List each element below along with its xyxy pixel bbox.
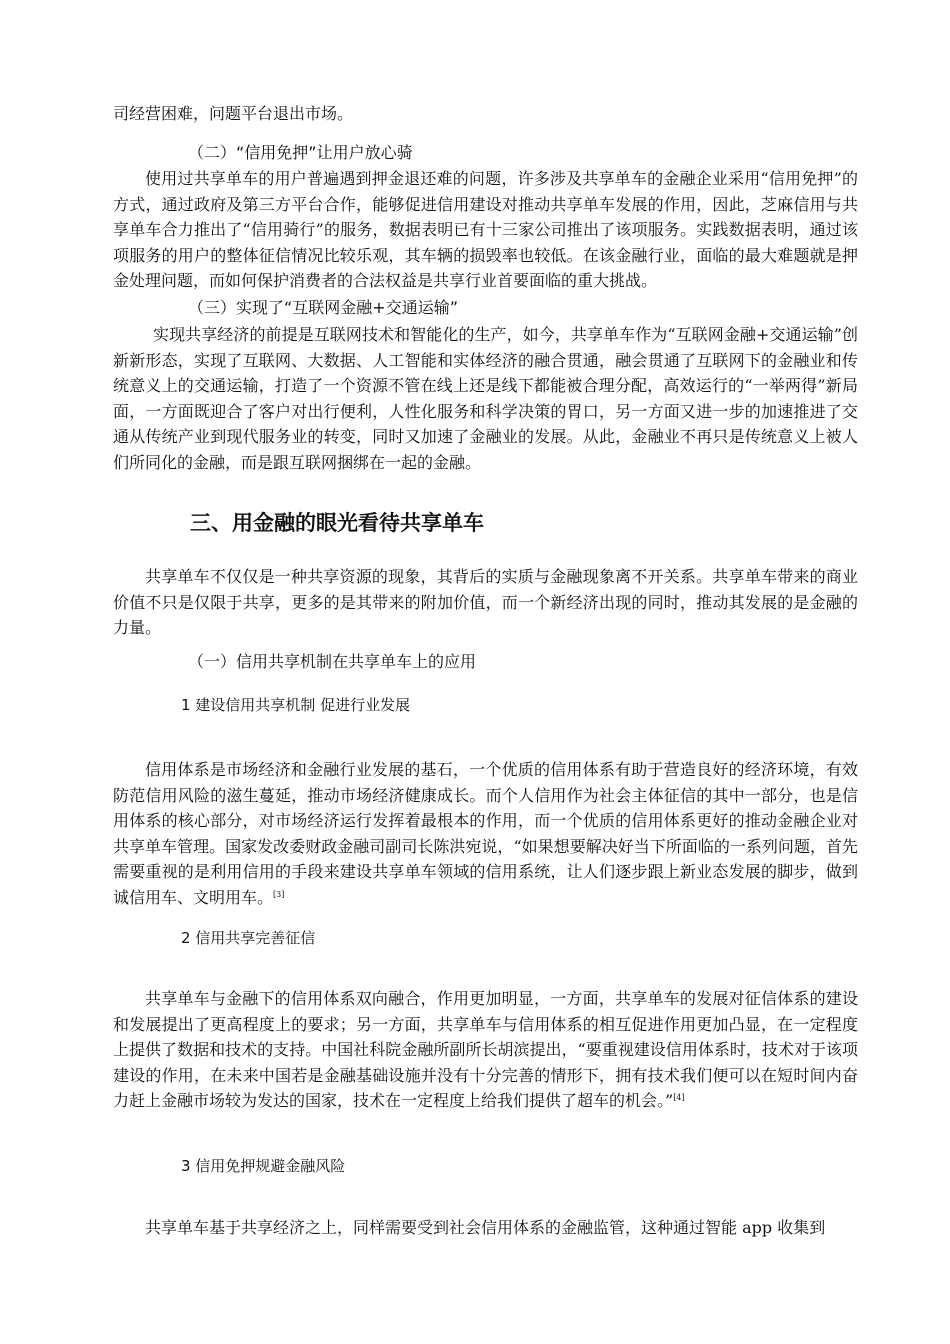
- subheading-build-credit-mechanism: 1 建设信用共享机制 促进行业发展: [181, 696, 411, 714]
- paragraph-internet-finance-transport: 实现共享经济的前提是互联网技术和智能化的生产，如今，共享单车作为“互联网金融+交通运输”创新新形态，实现了互联网、大数据、人工智能和实体经济的融合贯通，融会贯通了互联网下的金融业和传统意义上的交通运输，打造了一个资源不管在线上还是线下都能被合理分配，高效运行的“一举两得”新局面，一方面既迎合了客户对出行便利，人性化服务和科学决策的胃口，另一方面又进一步的加速推进了交通从传统产业到现代服务业的转变，同时又加速了金融业的发展。从此，金融业不再只是传统意义上被人们所同化的金融，而是跟互联网捆绑在一起的金融。: [113, 325, 858, 472]
- paragraph-credit-sharing-credit-reporting: [113, 986, 858, 1114]
- paragraph-build-credit-mechanism-text: 信用体系是市场经济和金融行业发展的基石，一个优质的信用体系有助于营造良好的经济环境，有效防范信用风险的滋生蔓延，推动市场经济健康成长。而个人信用作为社会主体征信的其中一部分，也是信用体系的核心部分，对市场经济运行发挥着最根本的作用，而一个优质的信用体系更好的推动金融企业对共享单车管理。国家发改委财政金融司副司长陈洪宛说，“如果想要解决好当下所面临的一系列问题，首先需要重视的是利用信用的手段来建设共享单车领域的信用系统，让人们逐步跟上新业态发展的脚步，做到诚信用车、文明用车。: [113, 760, 858, 907]
- subheading-credit-sharing-credit-reporting: 2 信用共享完善征信: [181, 929, 316, 947]
- heading-credit-sharing-mechanism: （一）信用共享机制在共享单车上的应用: [188, 652, 477, 671]
- paragraph-build-credit-mechanism: [113, 757, 858, 910]
- paragraph-section-three-intro: 共享单车不仅仅是一种共享资源的现象，其背后的实质与金融现象离不开关系。共享单车带来的商业价值不只是仅限于共享，更多的是其带来的附加价值，而一个新经济出现的同时，推动其发展的是金融的力量。: [113, 567, 858, 637]
- reference-3: [3]: [273, 889, 285, 899]
- paragraph-intro-tail: 司经营困难，问题平台退出市场。: [113, 104, 354, 123]
- subheading-credit-free-risk-avoidance: 3 信用免押规避金融风险: [181, 1157, 346, 1175]
- reference-4: [4]: [673, 1093, 685, 1102]
- paragraph-credit-free-risk-avoidance: 共享单车基于共享经济之上，同样需要受到社会信用体系的金融监管，这种通过智能 app 收集到: [145, 1218, 826, 1237]
- paragraph-credit-free-deposit: 使用过共享单车的用户普遍遇到押金退还难的问题，许多涉及共享单车的金融企业采用“信用免押”的方式，通过政府及第三方平台合作，能够促进信用建设对推动共享单车发展的作用，因此，芝麻信用与共享单车合力推出了“信用骑行”的服务，数据表明已有十三家公司推出了该项服务。实践数据表明，通过该项服务的用户的整体征信情况比较乐观，其车辆的损毁率也较低。在该金融行业，面临的最大难题就是押金处理问题，而如何保护消费者的合法权益是共享行业首要面临的重大挑战。: [113, 169, 858, 290]
- heading-internet-finance-transport: （三）实现了“互联网金融+交通运输”: [188, 298, 458, 317]
- heading-credit-free-deposit: （二）“信用免押”让用户放心骑: [188, 143, 413, 162]
- section-title-finance-perspective: 三、用金融的眼光看待共享单车: [190, 511, 484, 535]
- paragraph-credit-sharing-credit-reporting-text: 共享单车与金融下的信用体系双向融合，作用更加明显，一方面，共享单车的发展对征信体系的建设和发展提出了更高程度上的要求；另一方面，共享单车与信用体系的相互促进作用更加凸显，在一定程度上提供了数据和技术的支持。中国社科院金融所副所长胡滨提出，“要重视建设信用体系时，技术对于该项建设的作用，在未来中国若是金融基础设施并没有十分完善的情形下，拥有技术我们便可以在短时间内奋力赶上金融市场较为发达的国家，技术在一定程度上给我们提供了超车的机会。”: [113, 989, 858, 1110]
